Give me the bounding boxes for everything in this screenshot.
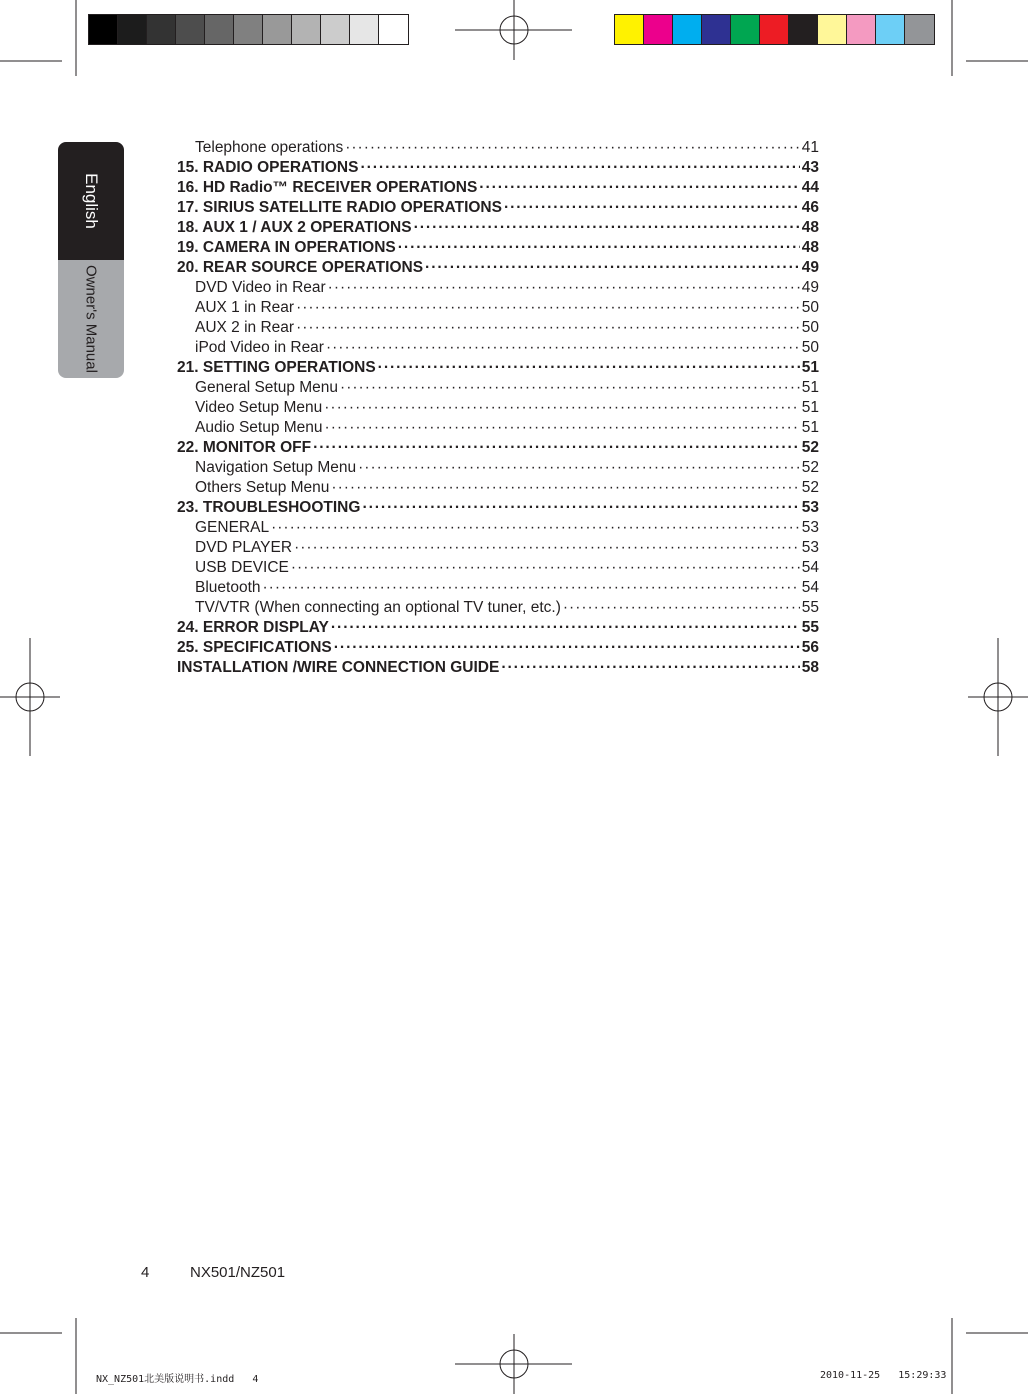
toc-entry[interactable]	[177, 298, 819, 318]
toc-leader-dots	[313, 438, 800, 458]
toc-entry[interactable]	[177, 538, 819, 558]
toc-entry-title: 24. ERROR DISPLAY	[177, 619, 329, 636]
toc-entry[interactable]	[177, 278, 819, 298]
toc-leader-dots	[345, 138, 800, 158]
toc-entry[interactable]	[177, 178, 819, 198]
toc-leader-dots	[296, 298, 800, 318]
toc-entry-page: 41	[801, 139, 819, 156]
color-swatch	[731, 15, 760, 44]
color-swatch	[118, 15, 147, 44]
toc-entry-title: INSTALLATION /WIRE CONNECTION GUIDE	[177, 659, 500, 676]
color-swatch	[789, 15, 818, 44]
color-swatch	[818, 15, 847, 44]
toc-leader-dots	[263, 578, 800, 598]
toc-entry-page: 53	[801, 519, 819, 536]
toc-leader-dots	[331, 618, 800, 638]
manual-label: Owner's Manual	[82, 265, 100, 373]
toc-entry[interactable]	[177, 418, 819, 438]
toc-entry-title: 20. REAR SOURCE OPERATIONS	[177, 259, 424, 276]
color-swatch	[673, 15, 702, 44]
toc-entry-page: 43	[801, 159, 819, 176]
toc-leader-dots	[501, 658, 799, 678]
toc-entry[interactable]	[177, 458, 819, 478]
toc-entry-page: 53	[801, 539, 819, 556]
toc-entry-page: 50	[801, 299, 819, 316]
color-swatch	[379, 15, 408, 44]
toc-leader-dots	[271, 518, 800, 538]
toc-leader-dots	[296, 318, 800, 338]
toc-entry-title: 17. SIRIUS SATELLITE RADIO OPERATIONS	[177, 199, 502, 216]
manual-tab	[58, 260, 124, 378]
toc-entry-title: DVD Video in Rear	[195, 279, 326, 296]
language-label: English	[82, 173, 101, 229]
toc-entry-title: Audio Setup Menu	[195, 419, 323, 436]
toc-entry[interactable]	[177, 478, 819, 498]
grayscale-color-bar	[88, 14, 409, 45]
toc-entry-title: 19. CAMERA IN OPERATIONS	[177, 239, 396, 256]
toc-leader-dots	[398, 238, 800, 258]
toc-entry[interactable]	[177, 338, 819, 358]
toc-leader-dots	[326, 338, 800, 358]
toc-entry[interactable]	[177, 558, 819, 578]
toc-leader-dots	[479, 178, 799, 198]
color-swatch	[702, 15, 731, 44]
toc-leader-dots	[334, 638, 800, 658]
toc-entry[interactable]	[177, 198, 819, 218]
color-swatch	[876, 15, 905, 44]
toc-entry-title: 25. SPECIFICATIONS	[177, 639, 332, 656]
toc-entry[interactable]	[177, 578, 819, 598]
toc-entry-title: 15. RADIO OPERATIONS	[177, 159, 359, 176]
toc-entry-page: 51	[801, 379, 819, 396]
model-name: NX501/NZ501	[190, 1264, 286, 1281]
toc-entry-title: Others Setup Menu	[195, 479, 330, 496]
color-swatch	[292, 15, 321, 44]
toc-leader-dots	[504, 198, 800, 218]
toc-entry-title: iPod Video in Rear	[195, 339, 324, 356]
color-swatch	[176, 15, 205, 44]
toc-entry-page: 50	[801, 339, 819, 356]
toc-entry-page: 54	[801, 579, 819, 596]
page-number: 4	[141, 1264, 150, 1281]
toc-entry-title: Video Setup Menu	[195, 399, 323, 416]
color-swatch	[321, 15, 350, 44]
toc-entry[interactable]	[177, 498, 819, 518]
toc-leader-dots	[324, 398, 799, 418]
toc-leader-dots	[328, 278, 800, 298]
toc-leader-dots	[294, 538, 800, 558]
toc-entry-title: AUX 2 in Rear	[195, 319, 295, 336]
toc-entry-title: AUX 1 in Rear	[195, 299, 295, 316]
color-swatch	[760, 15, 789, 44]
toc-leader-dots	[291, 558, 800, 578]
toc-entry-title: General Setup Menu	[195, 379, 339, 396]
toc-entry-title: USB DEVICE	[195, 559, 289, 576]
language-tab	[58, 142, 124, 260]
toc-entry[interactable]	[177, 438, 819, 458]
toc-entry-page: 58	[801, 659, 819, 676]
toc-entry[interactable]	[177, 378, 819, 398]
toc-entry[interactable]	[177, 138, 819, 158]
print-slug-file: NX_NZ501北美版说明书.indd 4	[96, 1374, 259, 1385]
toc-entry-title: DVD PLAYER	[195, 539, 293, 556]
toc-entry-page: 55	[801, 599, 819, 616]
color-swatch	[644, 15, 673, 44]
toc-entry-title: 21. SETTING OPERATIONS	[177, 359, 376, 376]
color-swatch	[905, 15, 934, 44]
toc-leader-dots	[358, 458, 800, 478]
toc-entry[interactable]	[177, 638, 819, 658]
toc-entry-page: 53	[801, 499, 819, 516]
toc-entry-page: 44	[801, 179, 819, 196]
toc-leader-dots	[563, 598, 800, 618]
toc-leader-dots	[362, 498, 799, 518]
color-swatch	[89, 15, 118, 44]
toc-entry[interactable]	[177, 358, 819, 378]
toc-leader-dots	[378, 358, 800, 378]
toc-entry-page: 51	[801, 359, 819, 376]
toc-leader-dots	[331, 478, 799, 498]
toc-leader-dots	[425, 258, 800, 278]
color-swatch	[615, 15, 644, 44]
toc-entry-page: 51	[801, 419, 819, 436]
toc-leader-dots	[325, 418, 800, 438]
toc-entry[interactable]	[177, 618, 819, 638]
toc-entry[interactable]	[177, 598, 819, 618]
toc-leader-dots	[414, 218, 800, 238]
color-swatch	[205, 15, 234, 44]
toc-entry-page: 49	[801, 279, 819, 296]
color-swatch	[147, 15, 176, 44]
toc-entry-title: TV/VTR (When connecting an optional TV tuner, etc.)	[195, 599, 561, 616]
toc-entry-page: 48	[801, 219, 819, 236]
toc-entry-title: GENERAL	[195, 519, 270, 536]
toc-leader-dots	[340, 378, 800, 398]
toc-entry-page: 49	[801, 259, 819, 276]
toc-entry[interactable]	[177, 218, 819, 238]
toc-entry-page: 56	[801, 639, 819, 656]
color-swatch	[350, 15, 379, 44]
toc-entry[interactable]	[177, 238, 819, 258]
toc-entry-title: 16. HD Radio™ RECEIVER OPERATIONS	[177, 179, 478, 196]
toc-entry[interactable]	[177, 318, 819, 338]
print-slug-timestamp: 2010-11-25 15:29:33	[820, 1370, 947, 1381]
color-swatch	[234, 15, 263, 44]
toc-entry-page: 52	[801, 439, 819, 456]
toc-entry-title: 23. TROUBLESHOOTING	[177, 499, 361, 516]
toc-entry[interactable]	[177, 158, 819, 178]
toc-entry-page: 51	[801, 399, 819, 416]
toc-entry-title: Bluetooth	[195, 579, 261, 596]
toc-entry-page: 48	[801, 239, 819, 256]
toc-entry[interactable]	[177, 258, 819, 278]
toc-entry-title: Telephone operations	[195, 139, 344, 156]
toc-entry[interactable]	[177, 518, 819, 538]
color-swatch	[847, 15, 876, 44]
toc-leader-dots	[360, 158, 799, 178]
color-swatch	[263, 15, 292, 44]
toc-entry-title: 22. MONITOR OFF	[177, 439, 312, 456]
toc-entry-title: 18. AUX 1 / AUX 2 OPERATIONS	[177, 219, 412, 236]
toc-entry-page: 52	[801, 459, 819, 476]
toc-entry-page: 52	[801, 479, 819, 496]
toc-entry-page: 50	[801, 319, 819, 336]
process-color-bar	[614, 14, 935, 45]
toc-entry-page: 55	[801, 619, 819, 636]
toc-entry-page: 54	[801, 559, 819, 576]
toc-entry[interactable]	[177, 398, 819, 418]
toc-entry-page: 46	[801, 199, 819, 216]
table-of-contents	[177, 138, 819, 678]
toc-entry-title: Navigation Setup Menu	[195, 459, 357, 476]
toc-entry[interactable]	[177, 658, 819, 678]
